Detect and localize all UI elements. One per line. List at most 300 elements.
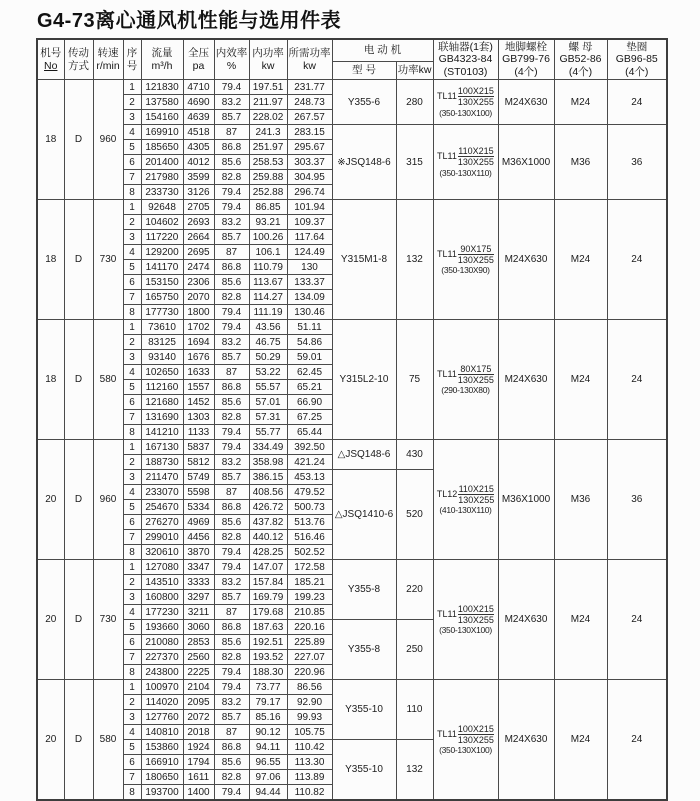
cell-seq: 2 (123, 695, 141, 710)
cell-required-power: 109.37 (287, 215, 332, 230)
cell-efficiency: 86.8 (214, 500, 249, 515)
cell-internal-power: 334.49 (249, 440, 287, 455)
cell-drive-type: D (64, 320, 93, 440)
cell-flow: 114020 (141, 695, 183, 710)
cell-flow: 104602 (141, 215, 183, 230)
cell-required-power: 105.75 (287, 725, 332, 740)
cell-anchor-bolt: M24X630 (498, 200, 554, 320)
cell-machine-no: 20 (37, 560, 64, 680)
cell-flow: 217980 (141, 170, 183, 185)
cell-pressure: 4690 (183, 95, 214, 110)
cell-required-power: 513.76 (287, 515, 332, 530)
parts-header-line: (4个) (568, 65, 593, 78)
cell-flow: 167130 (141, 440, 183, 455)
cell-required-power: 62.45 (287, 365, 332, 380)
cell-flow: 276270 (141, 515, 183, 530)
cell-internal-power: 106.1 (249, 245, 287, 260)
parts-header-line: (4个) (625, 65, 649, 78)
column-header-1 (64, 39, 93, 80)
cell-flow: 127760 (141, 710, 183, 725)
coupling-spec (434, 244, 498, 266)
cell-required-power: 51.11 (287, 320, 332, 335)
coupling-fraction-bottom: 130X255 (457, 614, 494, 625)
cell-efficiency: 79.4 (214, 200, 249, 215)
cell-flow: 201400 (141, 155, 183, 170)
cell-flow: 188730 (141, 455, 183, 470)
column-header-top: 序 (126, 47, 138, 60)
cell-seq: 4 (123, 725, 141, 740)
cell-seq: 6 (123, 755, 141, 770)
cell-internal-power: 100.26 (249, 230, 287, 245)
coupling-fraction (458, 724, 494, 746)
coupling-fraction (458, 86, 494, 108)
cell-pressure: 1557 (183, 380, 214, 395)
cell-seq: 5 (123, 500, 141, 515)
cell-internal-power: 428.25 (249, 545, 287, 560)
cell-internal-power: 94.44 (249, 785, 287, 801)
cell-efficiency: 85.6 (214, 395, 249, 410)
coupling-note: (350-130X90) (441, 265, 490, 276)
cell-efficiency: 86.8 (214, 740, 249, 755)
cell-motor-model: Y315L2-10 (332, 320, 396, 440)
cell-pressure: 1633 (183, 365, 214, 380)
cell-seq: 3 (123, 110, 141, 125)
parts-column-header-3 (607, 39, 667, 80)
motor-power-header: 功率kw (396, 62, 433, 80)
cell-pressure: 1702 (183, 320, 214, 335)
cell-internal-power: 57.31 (249, 410, 287, 425)
cell-motor-model: △JSQ148-6 (332, 440, 396, 470)
cell-washer: 24 (607, 560, 667, 680)
cell-required-power: 113.89 (287, 770, 332, 785)
coupling-type: TL11 (437, 91, 457, 102)
cell-internal-power: 96.55 (249, 755, 287, 770)
cell-internal-power: 169.79 (249, 590, 287, 605)
cell-efficiency: 85.7 (214, 350, 249, 365)
cell-pressure: 3126 (183, 185, 214, 200)
cell-required-power: 296.74 (287, 185, 332, 200)
cell-nut: M24 (554, 560, 607, 680)
cell-seq: 3 (123, 590, 141, 605)
cell-efficiency: 87 (214, 365, 249, 380)
cell-required-power: 479.52 (287, 485, 332, 500)
coupling-type: TL11 (437, 248, 457, 259)
column-header-top: 全压 (188, 47, 209, 60)
cell-efficiency: 79.4 (214, 80, 249, 95)
coupling-fraction-bottom: 130X255 (458, 494, 495, 505)
cell-efficiency: 82.8 (214, 530, 249, 545)
cell-required-power: 421.24 (287, 455, 332, 470)
cell-seq: 1 (123, 80, 141, 95)
cell-flow: 93140 (141, 350, 183, 365)
cell-anchor-bolt: M24X630 (498, 680, 554, 801)
parts-header-line: 螺 母 (568, 41, 593, 54)
cell-seq: 6 (123, 515, 141, 530)
cell-flow: 169910 (141, 125, 183, 140)
coupling-spec (434, 724, 498, 746)
cell-seq: 8 (123, 785, 141, 801)
cell-seq: 3 (123, 710, 141, 725)
cell-coupling (433, 680, 498, 801)
cell-pressure: 4639 (183, 110, 214, 125)
coupling-note: (410-130X110) (439, 505, 492, 516)
parts-column-header-2 (554, 39, 607, 80)
cell-motor-power: 132 (396, 740, 433, 801)
cell-required-power: 99.93 (287, 710, 332, 725)
coupling-fraction (458, 604, 494, 626)
cell-internal-power: 86.85 (249, 200, 287, 215)
column-header-bottom: 方式 (68, 59, 89, 72)
cell-required-power: 54.86 (287, 335, 332, 350)
cell-efficiency: 85.6 (214, 635, 249, 650)
cell-efficiency: 83.2 (214, 575, 249, 590)
coupling-note: (290-130X80) (441, 385, 490, 396)
cell-internal-power: 110.79 (249, 260, 287, 275)
cell-flow: 143510 (141, 575, 183, 590)
coupling-type: TL11 (437, 608, 457, 619)
cell-internal-power: 93.21 (249, 215, 287, 230)
cell-seq: 4 (123, 365, 141, 380)
coupling-fraction-bottom: 130X255 (457, 734, 494, 745)
cell-required-power: 225.89 (287, 635, 332, 650)
cell-internal-power: 437.82 (249, 515, 287, 530)
cell-nut: M24 (554, 320, 607, 440)
cell-pressure: 1800 (183, 305, 214, 320)
cell-required-power: 210.85 (287, 605, 332, 620)
cell-seq: 2 (123, 95, 141, 110)
parts-header-line: 地脚螺栓 (505, 41, 547, 54)
cell-nut: M36 (554, 125, 607, 200)
cell-motor-model: △JSQ1410-6 (332, 470, 396, 560)
cell-required-power: 220.16 (287, 620, 332, 635)
table-row (37, 200, 667, 215)
cell-motor-model: Y355-8 (332, 560, 396, 620)
cell-speed: 730 (93, 200, 123, 320)
cell-efficiency: 86.8 (214, 260, 249, 275)
cell-washer: 24 (607, 680, 667, 801)
cell-efficiency: 85.6 (214, 155, 249, 170)
cell-pressure: 4456 (183, 530, 214, 545)
column-header-top: 所需功率 (288, 47, 331, 60)
cell-efficiency: 85.6 (214, 515, 249, 530)
cell-required-power: 267.57 (287, 110, 332, 125)
column-header-3 (123, 39, 141, 80)
table-row (37, 440, 667, 455)
cell-efficiency: 87 (214, 125, 249, 140)
cell-internal-power: 147.07 (249, 560, 287, 575)
cell-seq: 8 (123, 185, 141, 200)
parts-header-line: (ST0103) (443, 65, 488, 78)
cell-required-power: 248.73 (287, 95, 332, 110)
column-header-6 (214, 39, 249, 80)
cell-machine-no: 18 (37, 320, 64, 440)
cell-seq: 7 (123, 770, 141, 785)
cell-pressure: 2853 (183, 635, 214, 650)
cell-pressure: 2306 (183, 275, 214, 290)
cell-flow: 121830 (141, 80, 183, 95)
cell-pressure: 2693 (183, 215, 214, 230)
cell-seq: 5 (123, 380, 141, 395)
cell-flow: 185650 (141, 140, 183, 155)
cell-required-power: 185.21 (287, 575, 332, 590)
cell-flow: 153860 (141, 740, 183, 755)
cell-flow: 127080 (141, 560, 183, 575)
cell-required-power: 502.52 (287, 545, 332, 560)
cell-machine-no: 20 (37, 440, 64, 560)
cell-seq: 4 (123, 245, 141, 260)
cell-motor-model: Y355-6 (332, 80, 396, 125)
cell-pressure: 2070 (183, 290, 214, 305)
cell-required-power: 86.56 (287, 680, 332, 695)
cell-internal-power: 57.01 (249, 395, 287, 410)
cell-required-power: 110.42 (287, 740, 332, 755)
cell-efficiency: 83.2 (214, 335, 249, 350)
column-header-top: 内功率 (252, 47, 284, 60)
cell-pressure: 2072 (183, 710, 214, 725)
cell-efficiency: 79.4 (214, 785, 249, 801)
cell-flow: 233730 (141, 185, 183, 200)
cell-required-power: 453.13 (287, 470, 332, 485)
cell-required-power: 67.25 (287, 410, 332, 425)
column-header-4 (141, 39, 183, 80)
cell-seq: 1 (123, 440, 141, 455)
cell-pressure: 5837 (183, 440, 214, 455)
cell-pressure: 1133 (183, 425, 214, 440)
cell-efficiency: 79.4 (214, 425, 249, 440)
coupling-fraction-bottom: 130X255 (457, 254, 494, 265)
cell-motor-power: 220 (396, 560, 433, 620)
fan-spec-table (36, 38, 668, 801)
cell-drive-type: D (64, 80, 93, 200)
cell-pressure: 1924 (183, 740, 214, 755)
cell-seq: 5 (123, 740, 141, 755)
cell-flow: 140810 (141, 725, 183, 740)
column-header-2 (93, 39, 123, 80)
cell-seq: 2 (123, 575, 141, 590)
motor-model-header: 型 号 (332, 62, 396, 80)
cell-seq: 1 (123, 560, 141, 575)
table-row (37, 125, 667, 140)
column-header-bottom: pa (192, 59, 205, 72)
column-header-top: 机号 (40, 47, 62, 60)
cell-coupling (433, 200, 498, 320)
cell-pressure: 2018 (183, 725, 214, 740)
cell-seq: 6 (123, 395, 141, 410)
cell-efficiency: 87 (214, 485, 249, 500)
cell-pressure: 5598 (183, 485, 214, 500)
cell-internal-power: 187.63 (249, 620, 287, 635)
cell-drive-type: D (64, 680, 93, 801)
cell-pressure: 4012 (183, 155, 214, 170)
cell-flow: 154160 (141, 110, 183, 125)
cell-required-power: 66.90 (287, 395, 332, 410)
cell-internal-power: 386.15 (249, 470, 287, 485)
cell-pressure: 3297 (183, 590, 214, 605)
cell-internal-power: 43.56 (249, 320, 287, 335)
header-row-1 (37, 39, 667, 62)
cell-internal-power: 358.98 (249, 455, 287, 470)
cell-drive-type: D (64, 200, 93, 320)
cell-flow: 254670 (141, 500, 183, 515)
cell-internal-power: 251.97 (249, 140, 287, 155)
cell-pressure: 5812 (183, 455, 214, 470)
cell-required-power: 516.46 (287, 530, 332, 545)
cell-required-power: 130.46 (287, 305, 332, 320)
cell-pressure: 2560 (183, 650, 214, 665)
cell-flow: 160800 (141, 590, 183, 605)
cell-drive-type: D (64, 560, 93, 680)
cell-speed: 960 (93, 80, 123, 200)
cell-motor-power: 250 (396, 620, 433, 680)
cell-flow: 165750 (141, 290, 183, 305)
cell-internal-power: 258.53 (249, 155, 287, 170)
coupling-fraction (458, 364, 494, 386)
cell-flow: 92648 (141, 200, 183, 215)
cell-required-power: 392.50 (287, 440, 332, 455)
cell-seq: 1 (123, 320, 141, 335)
parts-header-line: GB96-85 (615, 53, 658, 66)
coupling-fraction-top: 110X215 (458, 483, 494, 494)
column-header-0 (37, 39, 64, 80)
coupling-note: (350-130X100) (439, 107, 492, 118)
cell-pressure: 1611 (183, 770, 214, 785)
cell-internal-power: 241.3 (249, 125, 287, 140)
cell-washer: 24 (607, 80, 667, 125)
cell-efficiency: 86.8 (214, 140, 249, 155)
cell-efficiency: 83.2 (214, 695, 249, 710)
column-header-top: 转速 (97, 47, 119, 60)
column-header-5 (183, 39, 214, 80)
cell-internal-power: 113.67 (249, 275, 287, 290)
coupling-type: TL12 (436, 488, 458, 499)
cell-motor-model: Y355-10 (332, 680, 396, 740)
cell-seq: 7 (123, 290, 141, 305)
cell-internal-power: 192.51 (249, 635, 287, 650)
cell-required-power: 65.44 (287, 425, 332, 440)
cell-internal-power: 252.88 (249, 185, 287, 200)
cell-required-power: 134.09 (287, 290, 332, 305)
cell-seq: 7 (123, 530, 141, 545)
cell-anchor-bolt: M36X1000 (498, 440, 554, 560)
column-header-bottom: r/min (96, 59, 120, 72)
cell-flow: 117220 (141, 230, 183, 245)
cell-flow: 121680 (141, 395, 183, 410)
cell-seq: 5 (123, 140, 141, 155)
cell-flow: 227370 (141, 650, 183, 665)
cell-pressure: 5749 (183, 470, 214, 485)
cell-flow: 243800 (141, 665, 183, 680)
cell-motor-power: 280 (396, 80, 433, 125)
cell-internal-power: 114.27 (249, 290, 287, 305)
cell-internal-power: 111.19 (249, 305, 287, 320)
coupling-note: (350-130X100) (439, 625, 492, 636)
cell-seq: 6 (123, 635, 141, 650)
cell-speed: 580 (93, 320, 123, 440)
coupling-fraction-top: 100X215 (457, 86, 494, 97)
cell-flow: 177230 (141, 605, 183, 620)
cell-speed: 730 (93, 560, 123, 680)
cell-pressure: 2095 (183, 695, 214, 710)
cell-required-power: 283.15 (287, 125, 332, 140)
parts-header-line: 联轴器(1套) (438, 41, 493, 54)
motor-group-header: 电 动 机 (332, 39, 433, 62)
cell-pressure: 3060 (183, 620, 214, 635)
cell-internal-power: 179.68 (249, 605, 287, 620)
cell-pressure: 1400 (183, 785, 214, 801)
cell-efficiency: 87 (214, 245, 249, 260)
cell-seq: 7 (123, 410, 141, 425)
cell-motor-model: Y315M1-8 (332, 200, 396, 320)
cell-seq: 8 (123, 425, 141, 440)
coupling-note: (350-130X100) (439, 745, 492, 756)
cell-seq: 3 (123, 470, 141, 485)
cell-required-power: 227.07 (287, 650, 332, 665)
cell-pressure: 1452 (183, 395, 214, 410)
cell-pressure: 4305 (183, 140, 214, 155)
cell-flow: 137580 (141, 95, 183, 110)
cell-efficiency: 83.2 (214, 455, 249, 470)
cell-required-power: 304.95 (287, 170, 332, 185)
cell-flow: 83125 (141, 335, 183, 350)
cell-nut: M36 (554, 440, 607, 560)
cell-seq: 3 (123, 350, 141, 365)
cell-seq: 6 (123, 155, 141, 170)
table-row (37, 320, 667, 335)
cell-flow: 320610 (141, 545, 183, 560)
column-header-bottom: kw (303, 59, 316, 72)
column-header-bottom: kw (261, 59, 275, 72)
coupling-type: TL11 (437, 151, 457, 162)
coupling-spec (434, 484, 498, 506)
coupling-fraction-bottom: 130X255 (457, 97, 494, 108)
cell-washer: 36 (607, 440, 667, 560)
cell-pressure: 2705 (183, 200, 214, 215)
cell-efficiency: 79.4 (214, 320, 249, 335)
table-header (37, 39, 667, 80)
cell-pressure: 3211 (183, 605, 214, 620)
cell-motor-model: ※JSQ148-6 (332, 125, 396, 200)
column-header-bottom: 号 (126, 59, 138, 72)
cell-efficiency: 79.4 (214, 440, 249, 455)
parts-column-header-0 (433, 39, 498, 80)
cell-efficiency: 85.7 (214, 230, 249, 245)
cell-pressure: 1303 (183, 410, 214, 425)
cell-flow: 153150 (141, 275, 183, 290)
cell-required-power: 101.94 (287, 200, 332, 215)
cell-pressure: 2664 (183, 230, 214, 245)
cell-required-power: 295.67 (287, 140, 332, 155)
cell-efficiency: 87 (214, 725, 249, 740)
coupling-spec (434, 146, 498, 168)
cell-required-power: 133.37 (287, 275, 332, 290)
cell-coupling (433, 80, 498, 125)
cell-flow: 299010 (141, 530, 183, 545)
cell-efficiency: 85.7 (214, 710, 249, 725)
cell-seq: 5 (123, 620, 141, 635)
cell-required-power: 124.49 (287, 245, 332, 260)
cell-nut: M24 (554, 680, 607, 801)
cell-flow: 112160 (141, 380, 183, 395)
cell-internal-power: 90.12 (249, 725, 287, 740)
cell-flow: 131690 (141, 410, 183, 425)
cell-machine-no: 18 (37, 200, 64, 320)
cell-flow: 100970 (141, 680, 183, 695)
cell-required-power: 172.58 (287, 560, 332, 575)
cell-internal-power: 85.16 (249, 710, 287, 725)
cell-efficiency: 86.8 (214, 380, 249, 395)
cell-flow: 211470 (141, 470, 183, 485)
cell-coupling (433, 320, 498, 440)
